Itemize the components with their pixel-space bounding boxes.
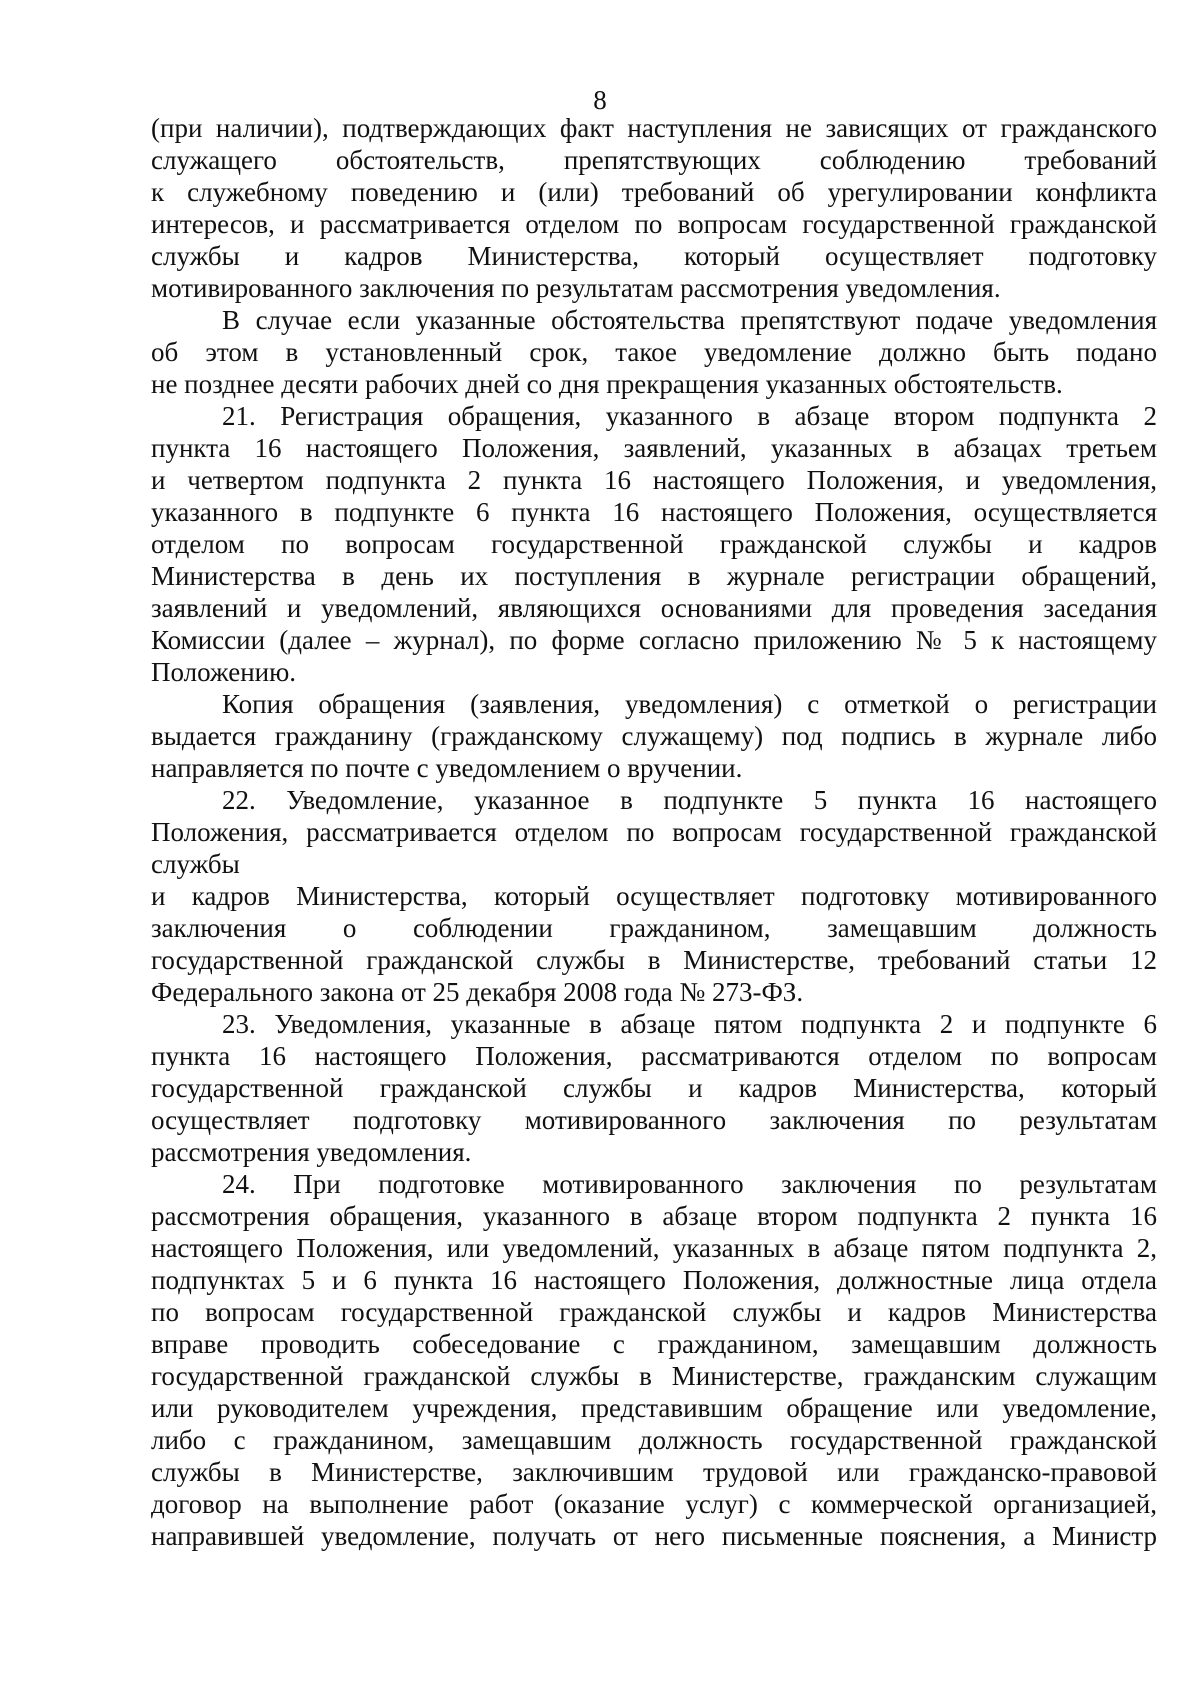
text-line: и четвертом подпункта 2 пункта 16 настоящего Положения, и уведомления, — [151, 465, 1157, 495]
text-line: к служебному поведению и (или) требований об урегулировании конфликта — [151, 177, 1157, 207]
text-line: выдается гражданину (гражданскому служащему) под подпись в журнале либо — [151, 721, 1157, 751]
text-line: мотивированного заключения по результатам рассмотрения уведомления. — [151, 273, 1001, 303]
text-line: Положению. — [151, 657, 297, 687]
text-line: настоящего Положения, или уведомлений, указанных в абзаце пятом подпункта 2, — [151, 1233, 1157, 1263]
text-line: пункта 16 настоящего Положения, заявлений, указанных в абзацах третьем — [151, 433, 1157, 463]
text-line: заключения о соблюдении гражданином, замещавшим должность — [151, 913, 1157, 943]
text-line: государственной гражданской службы в Министерстве, гражданским служащим — [151, 1361, 1157, 1391]
text-line: служащего обстоятельств, препятствующих соблюдению требований — [151, 145, 1157, 175]
text-line: интересов, и рассматривается отделом по вопросам государственной гражданской — [151, 209, 1157, 239]
text-line: рассмотрения обращения, указанного в абзаце втором подпункта 2 пункта 16 — [151, 1201, 1157, 1231]
text-line: Федерального закона от 25 декабря 2008 года № 273-ФЗ. — [151, 977, 804, 1007]
paragraph-first-line: В случае если указанные обстоятельства препятствуют подаче уведомления — [222, 305, 1157, 335]
text-line: осуществляет подготовку мотивированного заключения по результатам — [151, 1105, 1157, 1135]
text-line: (при наличии), подтверждающих факт наступления не зависящих от гражданского — [151, 113, 1157, 143]
text-line: государственной гражданской службы и кадров Министерства, который — [151, 1073, 1157, 1103]
text-line: или руководителем учреждения, представившим обращение или уведомление, — [151, 1393, 1157, 1423]
text-line: по вопросам государственной гражданской службы и кадров Министерства — [151, 1297, 1157, 1327]
text-line: об этом в установленный срок, такое уведомление должно быть подано — [151, 337, 1157, 367]
page-number: 8 — [593, 85, 607, 115]
text-line: Положения, рассматривается отделом по вопросам государственной гражданской — [151, 817, 1157, 847]
text-line: службы — [151, 849, 240, 879]
text-line: пункта 16 настоящего Положения, рассматриваются отделом по вопросам — [151, 1041, 1157, 1071]
text-line: Министерства в день их поступления в журнале регистрации обращений, — [151, 561, 1157, 591]
paragraph-first-line: 24. При подготовке мотивированного заключения по результатам — [222, 1169, 1157, 1199]
text-line: договор на выполнение работ (оказание услуг) с коммерческой организацией, — [151, 1489, 1157, 1519]
text-line: Комиссии (далее – журнал), по форме согласно приложению № 5 к настоящему — [151, 625, 1157, 655]
text-line: вправе проводить собеседование с гражданином, замещавшим должность — [151, 1329, 1157, 1359]
text-line: направившей уведомление, получать от него письменные пояснения, а Министр — [151, 1521, 1157, 1551]
text-line: подпунктах 5 и 6 пункта 16 настоящего Положения, должностные лица отдела — [151, 1265, 1157, 1295]
text-line: не позднее десяти рабочих дней со дня прекращения указанных обстоятельств. — [151, 369, 1063, 399]
text-line: государственной гражданской службы в Министерстве, требований статьи 12 — [151, 945, 1157, 975]
paragraph-first-line: 23. Уведомления, указанные в абзаце пятом подпункта 2 и подпункте 6 — [222, 1009, 1157, 1039]
text-line: направляется по почте с уведомлением о вручении. — [151, 753, 743, 783]
text-line: службы в Министерстве, заключившим трудовой или гражданско-правовой — [151, 1457, 1157, 1487]
text-line: заявлений и уведомлений, являющихся основаниями для проведения заседания — [151, 593, 1157, 623]
paragraph-first-line: Копия обращения (заявления, уведомления) с отметкой о регистрации — [222, 689, 1157, 719]
paragraph-first-line: 22. Уведомление, указанное в подпункте 5 пункта 16 настоящего — [222, 785, 1157, 815]
text-line: службы и кадров Министерства, который осуществляет подготовку — [151, 241, 1157, 271]
text-line: и кадров Министерства, который осуществляет подготовку мотивированного — [151, 881, 1157, 911]
text-line: рассмотрения уведомления. — [151, 1137, 472, 1167]
text-line: либо с гражданином, замещавшим должность государственной гражданской — [151, 1425, 1157, 1455]
paragraph-first-line: 21. Регистрация обращения, указанного в абзаце втором подпункта 2 — [222, 401, 1157, 431]
text-line: отделом по вопросам государственной гражданской службы и кадров — [151, 529, 1157, 559]
text-line: указанного в подпункте 6 пункта 16 настоящего Положения, осуществляется — [151, 497, 1157, 527]
